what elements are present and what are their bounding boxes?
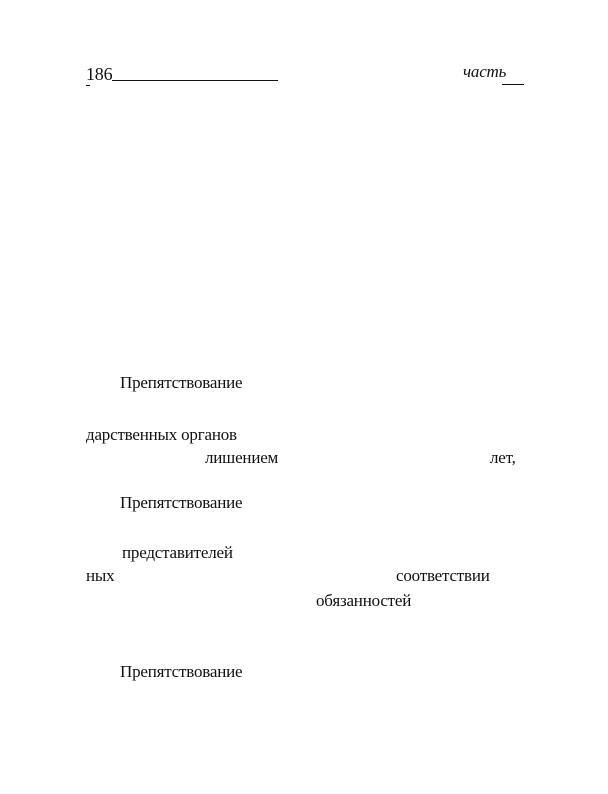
header-rule (112, 80, 278, 81)
header-part-rule (502, 84, 524, 85)
text-line-4: Препятствование (120, 493, 243, 512)
text-line-3b: лет, (490, 448, 516, 467)
page-number: 186 (86, 64, 113, 84)
text-line-1: Препятствование (120, 373, 243, 392)
header-rule-tick (86, 85, 90, 86)
text-line-6a: ных (86, 566, 115, 585)
text-line-2: дарственных органов (86, 425, 237, 444)
text-line-6b: соответствии (396, 566, 490, 585)
text-line-3a: лишением (205, 448, 279, 467)
text-line-7: обязанностей (316, 591, 412, 610)
text-line-8: Препятствование (120, 662, 243, 681)
running-header-part: часть (463, 62, 507, 81)
text-line-5: представителей (122, 543, 233, 562)
